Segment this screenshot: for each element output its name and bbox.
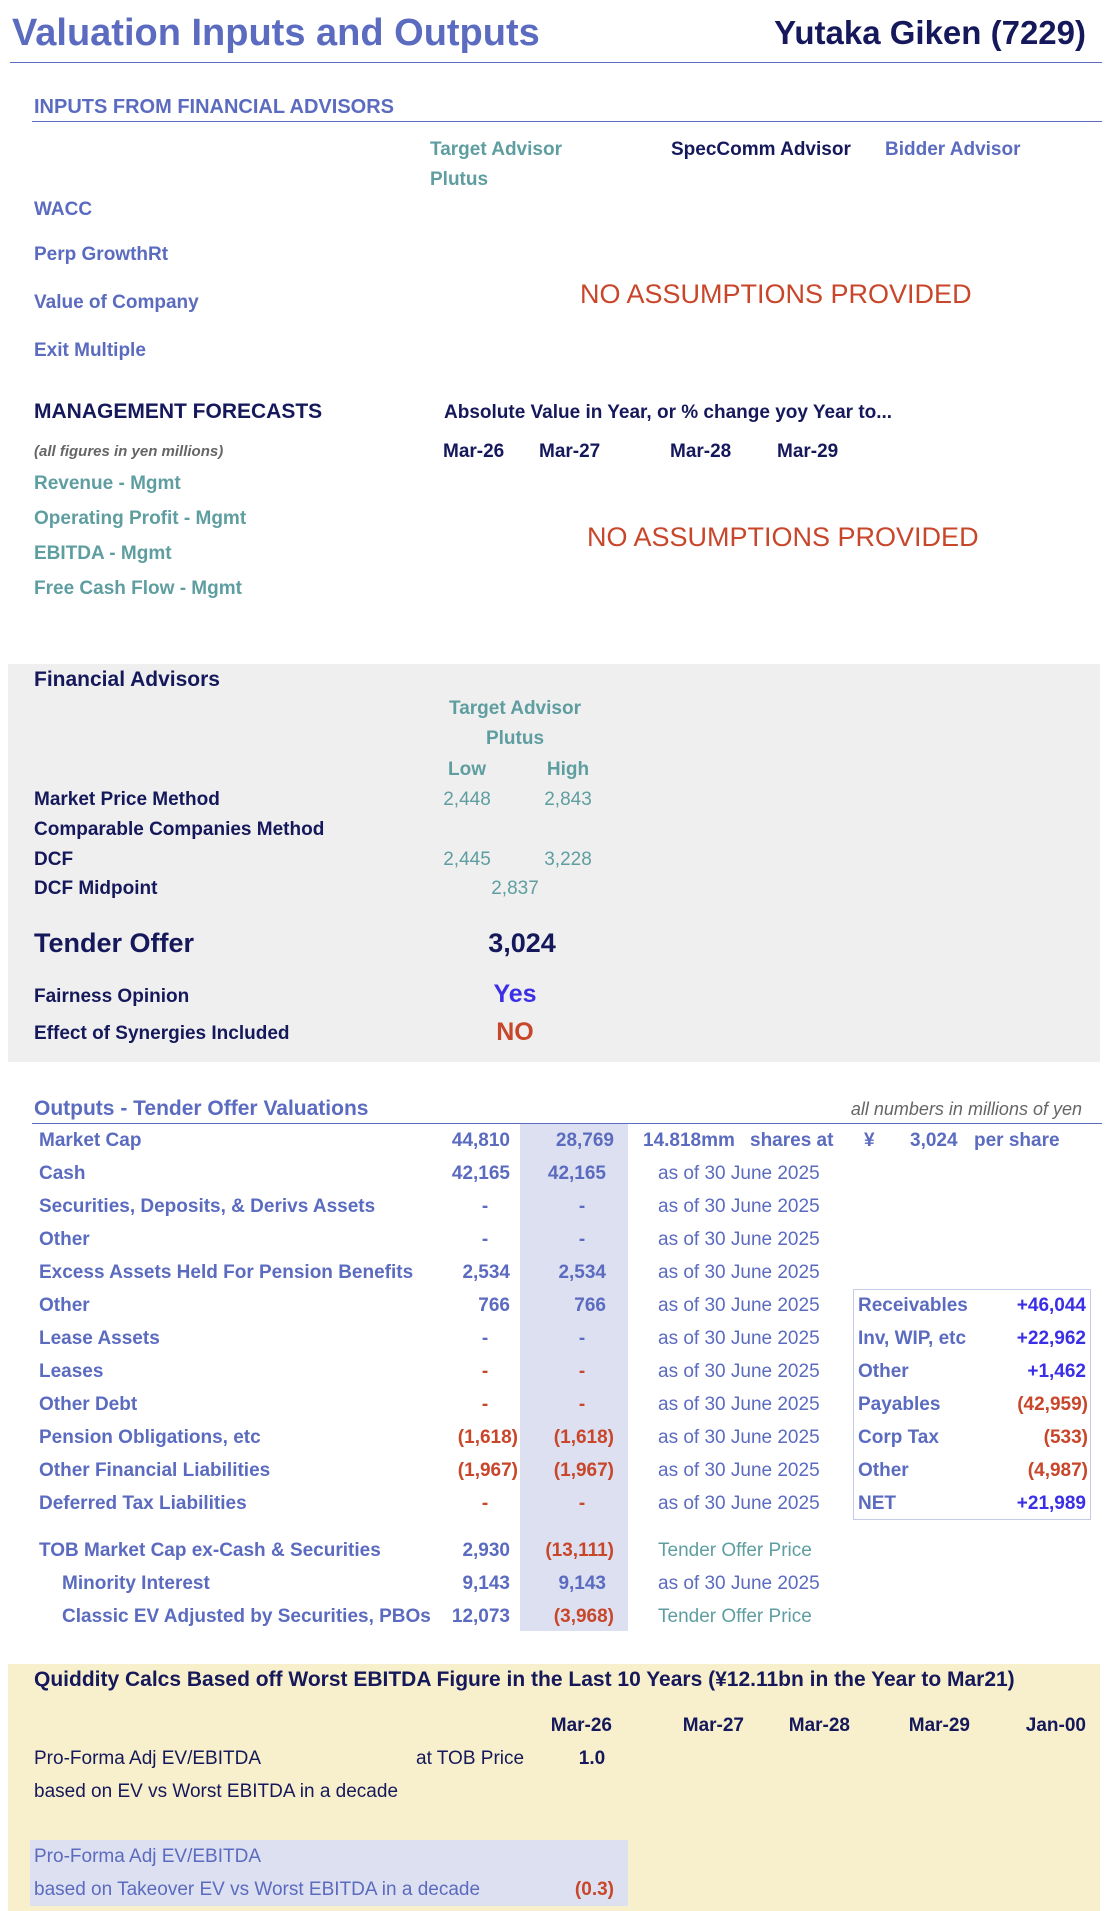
- row-v2: 2,534: [558, 1262, 606, 1283]
- forecast-year-2: Mar-27: [539, 441, 601, 462]
- ev-label: Classic EV Adjusted by Securities, PBOs: [62, 1606, 431, 1627]
- row-label: Other Debt: [39, 1394, 138, 1415]
- row-v2: (1,967): [553, 1460, 614, 1481]
- row-label: Pension Obligations, etc: [39, 1427, 261, 1448]
- fa-comparable-label: Comparable Companies Method: [34, 819, 325, 840]
- forecast-year-1: Mar-26: [443, 441, 505, 462]
- outputs-units-note: all numbers in millions of yen: [850, 1099, 1082, 1119]
- row-note: as of 30 June 2025: [658, 1328, 820, 1349]
- quiddity-year-5: Jan-00: [1025, 1715, 1086, 1736]
- fa-fairness-value: Yes: [493, 980, 537, 1008]
- row-note: as of 30 June 2025: [658, 1262, 820, 1283]
- fa-advisor: Target Advisor: [449, 698, 581, 719]
- ev-v2: (3,968): [553, 1606, 614, 1627]
- fa-advisor-name: Plutus: [485, 728, 545, 749]
- forecast-row-operating-profit: Operating Profit - Mgmt: [34, 508, 247, 529]
- quiddity-row2-sub: based on Takeover EV vs Worst EBITDA in a decade: [34, 1879, 481, 1900]
- row-v2: -: [578, 1328, 586, 1349]
- fa-heading: Financial Advisors: [34, 668, 220, 691]
- quiddity-row1-at: at TOB Price: [416, 1748, 525, 1769]
- wc-label: Other: [858, 1361, 909, 1382]
- tob-note: Tender Offer Price: [658, 1540, 812, 1561]
- fa-market-price-high: 2,843: [544, 789, 592, 810]
- ev-note: Tender Offer Price: [658, 1606, 812, 1627]
- row-v1: -: [481, 1196, 489, 1217]
- wc-label: Receivables: [858, 1295, 968, 1316]
- row-label: Lease Assets: [39, 1328, 160, 1349]
- shares-outstanding: 14.818mm: [643, 1130, 735, 1151]
- row-label: Leases: [39, 1361, 104, 1382]
- row-wacc: WACC: [34, 199, 93, 220]
- fa-synergies-label: Effect of Synergies Included: [34, 1023, 290, 1044]
- row-label: Other Financial Liabilities: [39, 1460, 271, 1481]
- row-note: as of 30 June 2025: [658, 1460, 820, 1481]
- wc-value: +46,044: [1016, 1295, 1086, 1316]
- row-perp-growth: Perp GrowthRt: [34, 244, 169, 265]
- minority-label: Minority Interest: [62, 1573, 210, 1594]
- wc-value: +1,462: [1027, 1361, 1086, 1382]
- wc-label: Corp Tax: [858, 1427, 939, 1448]
- row-v2: -: [578, 1493, 586, 1514]
- row-v1: 2,534: [462, 1262, 510, 1283]
- minority-v2: 9,143: [558, 1573, 606, 1594]
- outputs-heading: Outputs - Tender Offer Valuations: [34, 1097, 369, 1120]
- fa-dcf-midpoint-value: 2,837: [491, 878, 539, 899]
- row-label: Deferred Tax Liabilities: [39, 1493, 247, 1514]
- fa-fairness-label: Fairness Opinion: [34, 986, 190, 1007]
- quiddity-year-2: Mar-27: [682, 1715, 744, 1736]
- row-v2: -: [578, 1196, 586, 1217]
- row-note: as of 30 June 2025: [658, 1229, 820, 1250]
- quiddity-row1-sub: based on EV vs Worst EBITDA in a decade: [34, 1781, 399, 1802]
- forecast-row-fcf: Free Cash Flow - Mgmt: [34, 578, 242, 599]
- row-exit-multiple: Exit Multiple: [34, 340, 146, 361]
- row-v1: 766: [478, 1295, 510, 1316]
- forecasts-note: (all figures in yen millions): [34, 443, 224, 460]
- col-speccomm-advisor: SpecComm Advisor: [671, 139, 851, 160]
- inputs-rule: [32, 121, 1102, 122]
- col-bidder-advisor: Bidder Advisor: [885, 139, 1021, 160]
- quiddity-row2-label: Pro-Forma Adj EV/EBITDA: [34, 1846, 262, 1867]
- inputs-heading: INPUTS FROM FINANCIAL ADVISORS: [34, 96, 395, 118]
- row-v1: (1,967): [457, 1460, 518, 1481]
- company-name: Yutaka Giken (7229): [774, 14, 1086, 51]
- row-v1: 42,165: [451, 1163, 510, 1184]
- quiddity-heading: Quiddity Calcs Based off Worst EBITDA Figure in the Last 10 Years (¥12.11bn in the Year to Mar21): [34, 1668, 1015, 1691]
- forecasts-heading: MANAGEMENT FORECASTS: [34, 400, 323, 423]
- row-v1: -: [481, 1229, 489, 1250]
- row-note: as of 30 June 2025: [658, 1394, 820, 1415]
- fa-dcf-high: 3,228: [544, 849, 592, 870]
- wc-value: (533): [1043, 1427, 1088, 1448]
- fa-market-price-low: 2,448: [443, 789, 491, 810]
- yen-symbol: ¥: [864, 1130, 875, 1151]
- quiddity-year-3: Mar-28: [788, 1715, 850, 1736]
- row-v2: 766: [574, 1295, 606, 1316]
- wc-label: Other: [858, 1460, 909, 1481]
- row-v1: (1,618): [457, 1427, 518, 1448]
- fa-tender-offer-value: 3,024: [488, 928, 556, 958]
- row-note: as of 30 June 2025: [658, 1163, 820, 1184]
- fa-dcf-low: 2,445: [443, 849, 491, 870]
- tob-label: TOB Market Cap ex-Cash & Securities: [39, 1540, 381, 1561]
- wc-value: (4,987): [1027, 1460, 1088, 1481]
- wc-label: NET: [858, 1493, 896, 1514]
- inputs-no-assumptions: NO ASSUMPTIONS PROVIDED: [580, 279, 972, 309]
- wc-value: +22,962: [1016, 1328, 1086, 1349]
- row-v2: (1,618): [553, 1427, 614, 1448]
- forecast-year-3: Mar-28: [670, 441, 732, 462]
- shares-at-label: shares at: [750, 1130, 834, 1151]
- forecasts-subheading: Absolute Value in Year, or % change yoy Year to...: [444, 402, 893, 423]
- wc-value: +21,989: [1016, 1493, 1086, 1514]
- fa-market-price-label: Market Price Method: [34, 789, 220, 810]
- row-v2: -: [578, 1394, 586, 1415]
- market-cap-v1: 44,810: [451, 1130, 510, 1151]
- row-label: Other: [39, 1229, 90, 1250]
- header-rule: [10, 62, 1102, 63]
- wc-label: Payables: [858, 1394, 941, 1415]
- forecasts-no-assumptions: NO ASSUMPTIONS PROVIDED: [587, 522, 979, 552]
- row-label: Excess Assets Held For Pension Benefits: [39, 1262, 414, 1283]
- col-target-advisor-name: Plutus: [430, 169, 489, 190]
- row-v2: -: [578, 1229, 586, 1250]
- forecast-year-4: Mar-29: [777, 441, 839, 462]
- row-v1: -: [481, 1328, 489, 1349]
- row-v1: -: [481, 1394, 489, 1415]
- fa-tender-offer-label: Tender Offer: [34, 928, 195, 958]
- quiddity-year-4: Mar-29: [908, 1715, 970, 1736]
- row-v1: -: [481, 1493, 489, 1514]
- market-cap-v2: 28,769: [555, 1130, 614, 1151]
- minority-v1: 9,143: [462, 1573, 510, 1594]
- page-title: Valuation Inputs and Outputs: [12, 12, 540, 54]
- minority-note: as of 30 June 2025: [658, 1573, 820, 1594]
- row-note: as of 30 June 2025: [658, 1196, 820, 1217]
- quiddity-row1-value: 1.0: [578, 1748, 606, 1769]
- row-value-of-company: Value of Company: [34, 292, 199, 313]
- tob-v2: (13,111): [545, 1540, 614, 1561]
- share-price: 3,024: [910, 1130, 958, 1151]
- forecast-row-revenue: Revenue - Mgmt: [34, 473, 181, 494]
- quiddity-year-1: Mar-26: [550, 1715, 612, 1736]
- row-note: as of 30 June 2025: [658, 1295, 820, 1316]
- row-label: Cash: [39, 1163, 86, 1184]
- col-target-advisor: Target Advisor: [430, 139, 562, 160]
- fa-synergies-value: NO: [496, 1018, 534, 1046]
- row-label: Other: [39, 1295, 90, 1316]
- tob-v1: 2,930: [462, 1540, 510, 1561]
- row-v2: 42,165: [547, 1163, 606, 1184]
- ev-v1: 12,073: [451, 1606, 510, 1627]
- row-note: as of 30 June 2025: [658, 1361, 820, 1382]
- fa-dcf-midpoint-label: DCF Midpoint: [34, 878, 158, 899]
- row-note: as of 30 June 2025: [658, 1493, 820, 1514]
- market-cap-label: Market Cap: [39, 1130, 142, 1151]
- per-share-label: per share: [974, 1130, 1060, 1151]
- row-v1: -: [481, 1361, 489, 1382]
- forecast-row-ebitda: EBITDA - Mgmt: [34, 543, 172, 564]
- fa-high-header: High: [546, 759, 590, 780]
- wc-label: Inv, WIP, etc: [858, 1328, 967, 1349]
- wc-value: (42,959): [1017, 1394, 1088, 1415]
- fa-low-header: Low: [448, 759, 486, 780]
- row-note: as of 30 June 2025: [658, 1427, 820, 1448]
- row-label: Securities, Deposits, & Derivs Assets: [39, 1196, 376, 1217]
- fa-dcf-label: DCF: [34, 849, 74, 870]
- quiddity-row1-label: Pro-Forma Adj EV/EBITDA: [34, 1748, 262, 1769]
- row-v2: -: [578, 1361, 586, 1382]
- quiddity-row2-value: (0.3): [574, 1879, 614, 1900]
